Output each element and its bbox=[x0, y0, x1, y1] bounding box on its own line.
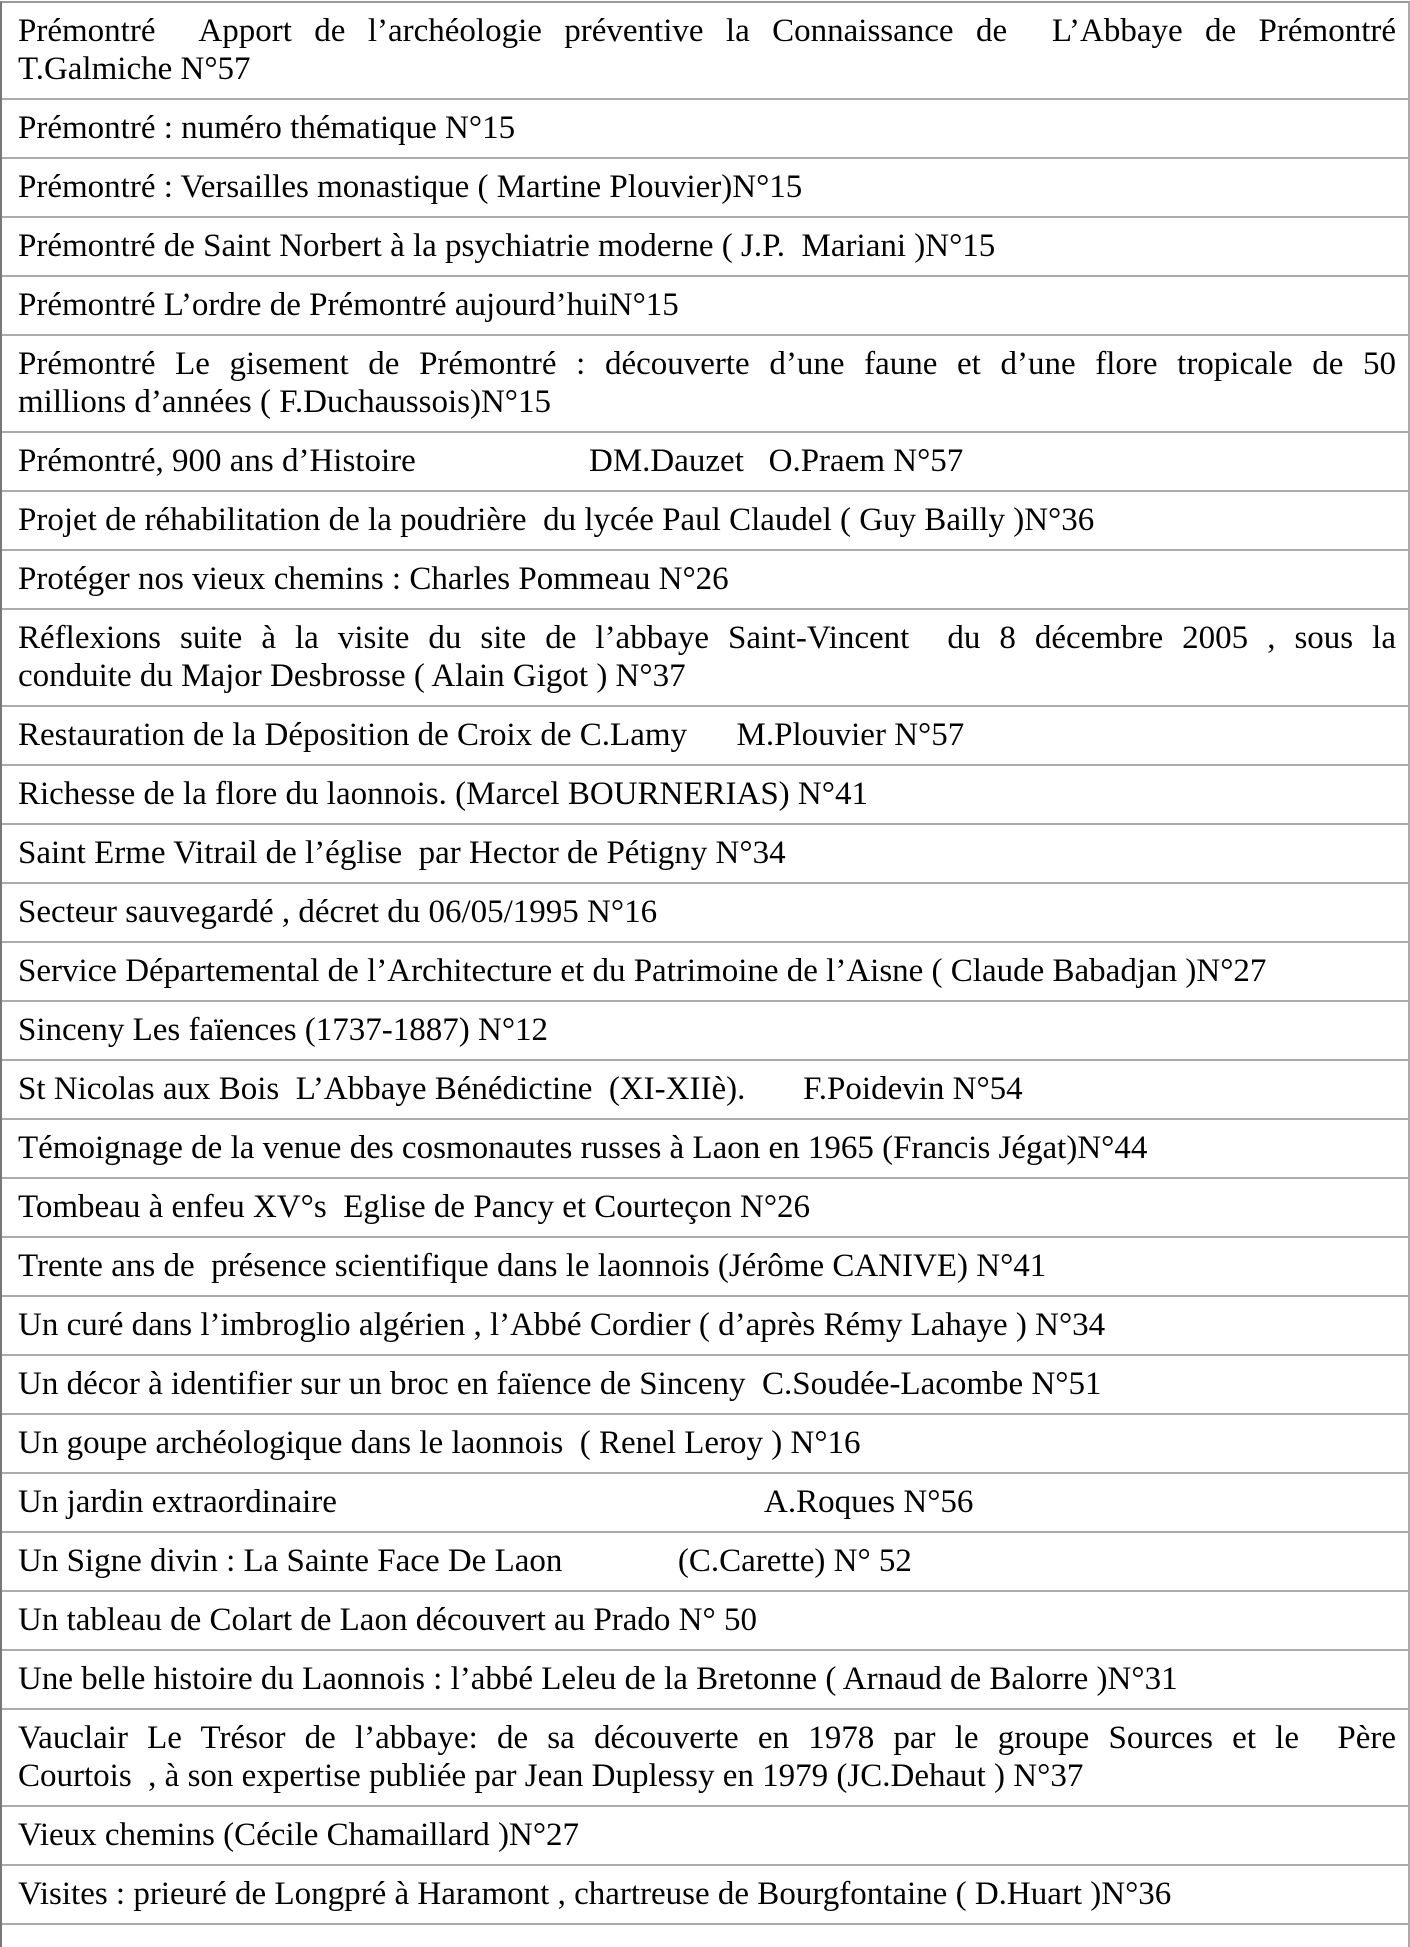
row-text: Secteur sauvegardé , décret du 06/05/1995 N°16 bbox=[18, 894, 658, 930]
table-row bbox=[2, 1120, 1408, 1179]
table-row bbox=[2, 825, 1408, 884]
row-text: T.Galmiche N°57 bbox=[18, 51, 251, 87]
row-text: Prémontré de Saint Norbert à la psychiatrie moderne ( J.P. Mariani )N°15 bbox=[18, 228, 996, 264]
row-text: Sinceny Les faïences (1737-1887) N°12 bbox=[18, 1012, 549, 1048]
table-row bbox=[2, 1807, 1408, 1866]
table-row bbox=[2, 159, 1408, 218]
row-text: Un décor à identifier sur un broc en faïence de Sinceny C.Soudée-Lacombe N°51 bbox=[18, 1366, 1102, 1402]
table-row bbox=[2, 610, 1408, 707]
table-row bbox=[2, 1710, 1408, 1807]
table-row bbox=[2, 218, 1408, 277]
table-row bbox=[2, 707, 1408, 766]
table-row bbox=[2, 433, 1408, 492]
row-text: Visites : prieuré de Longpré à Haramont , chartreuse de Bourgfontaine ( D.Huart )N°36 bbox=[18, 1876, 1172, 1912]
row-text: Vieux chemins (Cécile Chamaillard )N°27 bbox=[18, 1817, 580, 1853]
row-text: millions d’années ( F.Duchaussois)N°15 bbox=[18, 384, 551, 420]
table-row bbox=[2, 100, 1408, 159]
table-row bbox=[2, 1866, 1408, 1925]
row-text: conduite du Major Desbrosse ( Alain Gigot ) N°37 bbox=[18, 658, 686, 694]
row-text: Témoignage de la venue des cosmonautes russes à Laon en 1965 (Francis Jégat)N°44 bbox=[18, 1130, 1148, 1166]
row-text: Protéger nos vieux chemins : Charles Pommeau N°26 bbox=[18, 561, 729, 597]
table-row bbox=[2, 277, 1408, 336]
table-row bbox=[2, 1592, 1408, 1651]
table-row bbox=[2, 1297, 1408, 1356]
table-row bbox=[2, 1179, 1408, 1238]
row-text: Tombeau à enfeu XV°s Eglise de Pancy et Courteçon N°26 bbox=[18, 1189, 811, 1225]
row-text bbox=[18, 1934, 1396, 1947]
row-text: Une belle histoire du Laonnois : l’abbé Leleu de la Bretonne ( Arnaud de Balorre )N°31 bbox=[18, 1661, 1178, 1697]
table-row bbox=[2, 1925, 1408, 1947]
row-text: Un tableau de Colart de Laon découvert au Prado N° 50 bbox=[18, 1602, 757, 1638]
row-text: Saint Erme Vitrail de l’église par Hector de Pétigny N°34 bbox=[18, 835, 786, 871]
row-text: Un jardin extraordinaire A.Roques N°56 bbox=[18, 1484, 974, 1520]
row-text: Prémontré L’ordre de Prémontré aujourd’huiN°15 bbox=[18, 287, 679, 323]
table-row bbox=[2, 1238, 1408, 1297]
table-row bbox=[2, 1651, 1408, 1710]
table-row bbox=[2, 1061, 1408, 1120]
table-row bbox=[2, 766, 1408, 825]
row-text: Un curé dans l’imbroglio algérien , l’Abbé Cordier ( d’après Rémy Lahaye ) N°34 bbox=[18, 1307, 1106, 1343]
row-text: Richesse de la flore du laonnois. (Marcel BOURNERIAS) N°41 bbox=[18, 776, 868, 812]
row-text: St Nicolas aux Bois L’Abbaye Bénédictine (XI-XIIè). F.Poidevin N°54 bbox=[18, 1071, 1023, 1107]
row-text: Prémontré : Versailles monastique ( Martine Plouvier)N°15 bbox=[18, 169, 803, 205]
row-text: Vauclair Le Trésor de l’abbaye: de sa découverte en 1978 par le groupe Sources et le Père bbox=[18, 1720, 1396, 1756]
row-text: Projet de réhabilitation de la poudrière du lycée Paul Claudel ( Guy Bailly )N°36 bbox=[18, 502, 1095, 538]
row-text: Service Départemental de l’Architecture et du Patrimoine de l’Aisne ( Claude Babadjan )N°27 bbox=[18, 953, 1267, 989]
table-row bbox=[2, 1002, 1408, 1061]
table-row bbox=[2, 1356, 1408, 1415]
row-text: Prémontré : numéro thématique N°15 bbox=[18, 110, 516, 146]
articles-index-table bbox=[0, 1, 1410, 1947]
row-text: Prémontré Apport de l’archéologie préventive la Connaissance de L’Abbaye de Prémontré bbox=[18, 13, 1396, 49]
row-text: Un goupe archéologique dans le laonnois ( Renel Leroy ) N°16 bbox=[18, 1425, 861, 1461]
row-text: Courtois , à son expertise publiée par Jean Duplessy en 1979 (JC.Dehaut ) N°37 bbox=[18, 1758, 1084, 1794]
table-row bbox=[2, 1474, 1408, 1533]
table-row bbox=[2, 884, 1408, 943]
table-row bbox=[2, 336, 1408, 433]
row-text: Restauration de la Déposition de Croix de C.Lamy M.Plouvier N°57 bbox=[18, 717, 965, 753]
row-text: Prémontré Le gisement de Prémontré : découverte d’une faune et d’une flore tropicale de 50 bbox=[18, 346, 1396, 382]
table-row bbox=[2, 1415, 1408, 1474]
row-text: Réflexions suite à la visite du site de l’abbaye Saint-Vincent du 8 décembre 2005 , sous la bbox=[18, 620, 1396, 656]
table-row bbox=[2, 3, 1408, 100]
table-row bbox=[2, 551, 1408, 610]
row-text: Trente ans de présence scientifique dans le laonnois (Jérôme CANIVE) N°41 bbox=[18, 1248, 1047, 1284]
row-text: Un Signe divin : La Sainte Face De Laon (C.Carette) N° 52 bbox=[18, 1543, 912, 1579]
table-row bbox=[2, 1533, 1408, 1592]
row-text: Prémontré, 900 ans d’Histoire DM.Dauzet O.Praem N°57 bbox=[18, 443, 964, 479]
table-row bbox=[2, 492, 1408, 551]
table-row bbox=[2, 943, 1408, 1002]
